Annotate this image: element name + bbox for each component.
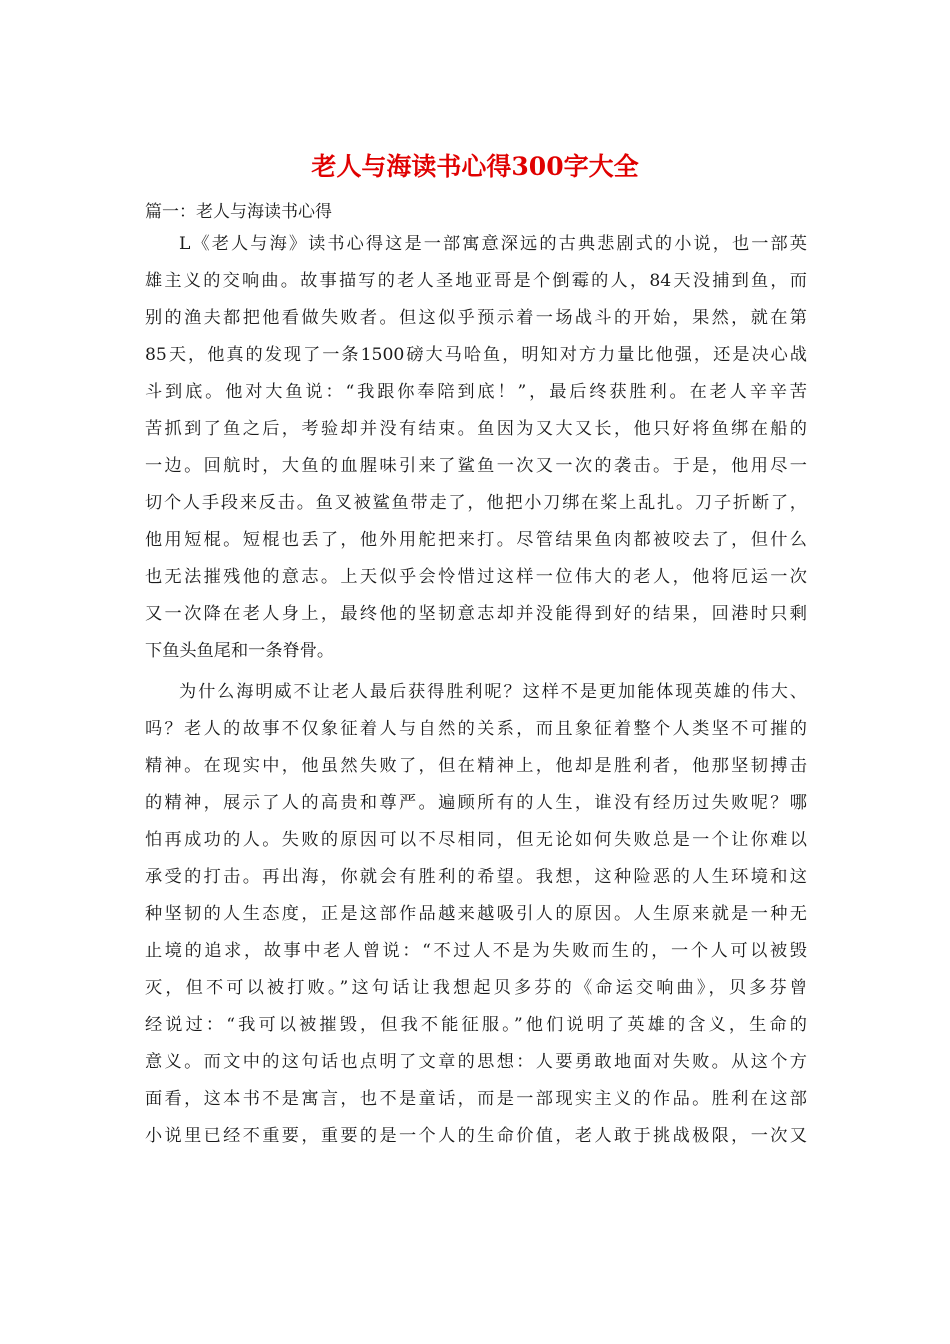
section-heading: 篇一：老人与海读书心得 <box>145 202 332 222</box>
paragraph-line: 雄主义的交响曲。故事描写的老人圣地亚哥是个倒霉的人，84天没捕到鱼，而 <box>145 271 807 291</box>
paragraph-line: 苦抓到了鱼之后，考验却并没有结束。鱼因为又大又长，他只好将鱼绑在船的 <box>145 419 807 439</box>
paragraph-line: 切个人手段来反击。鱼叉被鲨鱼带走了，他把小刀绑在桨上乱扎。刀子折断了， <box>145 493 807 513</box>
paragraph-line: 85天，他真的发现了一条1500磅大马哈鱼，明知对方力量比他强，还是决心战 <box>145 345 807 365</box>
paragraph-line: 种坚韧的人生态度，正是这部作品越来越吸引人的原因。人生原来就是一种无 <box>145 904 807 924</box>
paragraph-line: 他用短棍。短棍也丢了，他外用舵把来打。尽管结果鱼肉都被咬去了，但什么 <box>145 530 807 550</box>
paragraph-line: 止境的追求，故事中老人曾说：“不过人不是为失败而生的，一个人可以被毁 <box>145 941 807 961</box>
paragraph-line: 小说里已经不重要，重要的是一个人的生命价值，老人敢于挑战极限，一次又 <box>145 1126 807 1146</box>
paragraph-line: 精神。在现实中，他虽然失败了，但在精神上，他却是胜利者，他那坚韧搏击 <box>145 756 807 776</box>
paragraph-line: 斗到底。他对大鱼说：“我跟你奉陪到底！”，最后终获胜利。在老人辛辛苦 <box>145 382 807 402</box>
paragraph-2 <box>145 674 807 1155</box>
document-title: 老人与海读书心得300字大全 <box>311 152 639 181</box>
paragraph-line: 灭，但不可以被打败。”这句话让我想起贝多芬的《命运交响曲》，贝多芬曾 <box>145 978 807 998</box>
paragraph-line: 也无法摧残他的意志。上天似乎会怜惜过这样一位伟大的老人，他将厄运一次 <box>145 567 807 587</box>
paragraph-line: L《老人与海》读书心得这是一部寓意深远的古典悲剧式的小说，也一部英 <box>179 234 807 254</box>
paragraph-line: 经说过：“我可以被摧毁，但我不能征服。”他们说明了英雄的含义，生命的 <box>145 1015 807 1035</box>
paragraph-line: 承受的打击。再出海，你就会有胜利的希望。我想，这种险恶的人生环境和这 <box>145 867 807 887</box>
paragraph-line: 面看，这本书不是寓言，也不是童话，而是一部现实主义的作品。胜利在这部 <box>145 1089 807 1109</box>
paragraph-line: 意义。而文中的这句话也点明了文章的思想：人要勇敢地面对失败。从这个方 <box>145 1052 807 1072</box>
paragraph-line: 的精神，展示了人的高贵和尊严。遍顾所有的人生，谁没有经历过失败呢？哪 <box>145 793 807 813</box>
paragraph-line: 一边。回航时，大鱼的血腥味引来了鲨鱼一次又一次的袭击。于是，他用尽一 <box>145 456 807 476</box>
paragraph-1 <box>145 226 807 670</box>
paragraph-line: 别的渔夫都把他看做失败者。但这似乎预示着一场战斗的开始，果然，就在第 <box>145 308 807 328</box>
paragraph-line: 又一次降在老人身上，最终他的坚韧意志却并没能得到好的结果，回港时只剩 <box>145 604 807 624</box>
paragraph-line: 怕再成功的人。失败的原因可以不尽相同，但无论如何失败总是一个让你难以 <box>145 830 807 850</box>
paragraph-line: 为什么海明威不让老人最后获得胜利呢？这样不是更加能体现英雄的伟大、 <box>179 682 807 702</box>
paragraph-line: 下鱼头鱼尾和一条脊骨。 <box>145 641 335 661</box>
paragraph-line: 吗？老人的故事不仅象征着人与自然的关系，而且象征着整个人类坚不可摧的 <box>145 719 807 739</box>
